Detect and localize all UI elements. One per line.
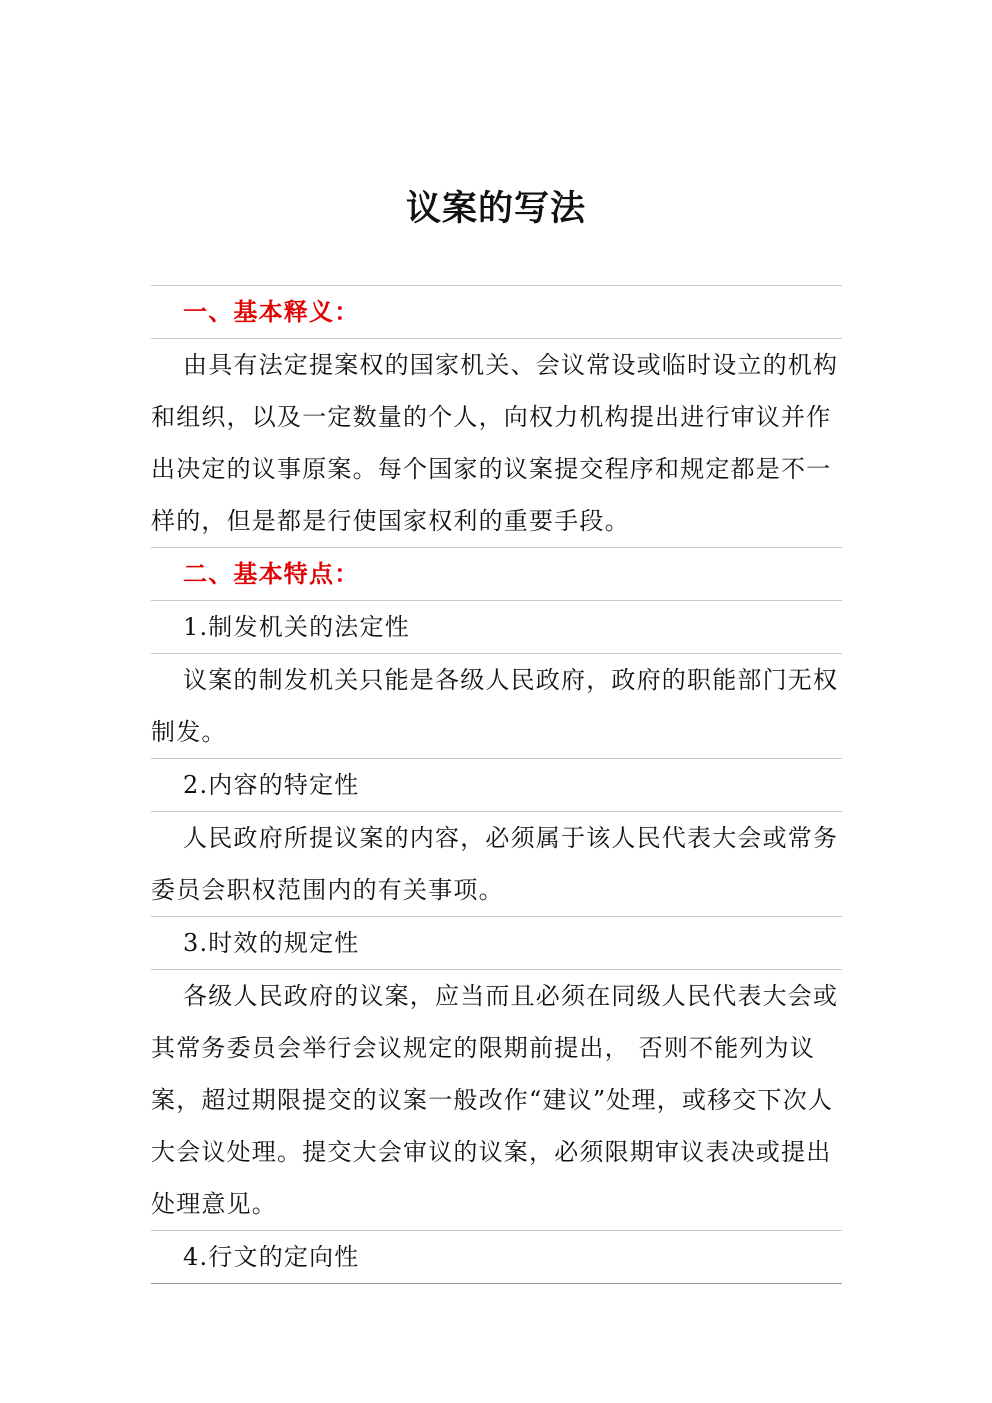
feature-title-2 — [151, 758, 842, 811]
paragraph-text: 人民政府所提议案的内容，必须属于该人民代表大会或常务委员会职权范围内的有关事项。 — [151, 824, 839, 904]
feature-body-1 — [151, 653, 842, 758]
document-title: 议案的写法 — [405, 189, 586, 229]
paragraph-text: 2.内容的特定性 — [183, 771, 360, 799]
section-heading-basic-features — [151, 547, 842, 600]
feature-body-3 — [151, 969, 842, 1230]
paragraph-text: 各级人民政府的议案，应当而且必须在同级人民代表大会或其常务委员会举行会议规定的限期前提出， 否则不能列为议案，超过期限提交的议案一般改作“建议”处理，或移交下次人大会议处理。提交大会审议的议案，必须限期审议表决或提出处理意见。 — [151, 982, 839, 1218]
heading-text: 一、基本释义： — [183, 298, 360, 326]
section-heading-basic-definition — [151, 285, 842, 338]
feature-title-3 — [151, 916, 842, 969]
paragraph-text: 4.行文的定向性 — [183, 1243, 360, 1271]
document-body — [151, 285, 842, 1284]
paragraph-text: 1.制发机关的法定性 — [183, 613, 410, 641]
paragraph-text: 议案的制发机关只能是各级人民政府，政府的职能部门无权制发。 — [151, 666, 839, 746]
paragraph-definition — [151, 338, 842, 547]
feature-body-2 — [151, 811, 842, 916]
paragraph-text: 由具有法定提案权的国家机关、会议常设或临时设立的机构和组织，以及一定数量的个人，向权力机构提出进行审议并作出决定的议事原案。每个国家的议案提交程序和规定都是不一样的，但是都是行使国家权利的重要手段。 — [151, 351, 839, 535]
heading-text: 二、基本特点： — [183, 560, 360, 588]
feature-title-1 — [151, 600, 842, 653]
paragraph-text: 3.时效的规定性 — [183, 929, 360, 957]
feature-title-4 — [151, 1230, 842, 1284]
